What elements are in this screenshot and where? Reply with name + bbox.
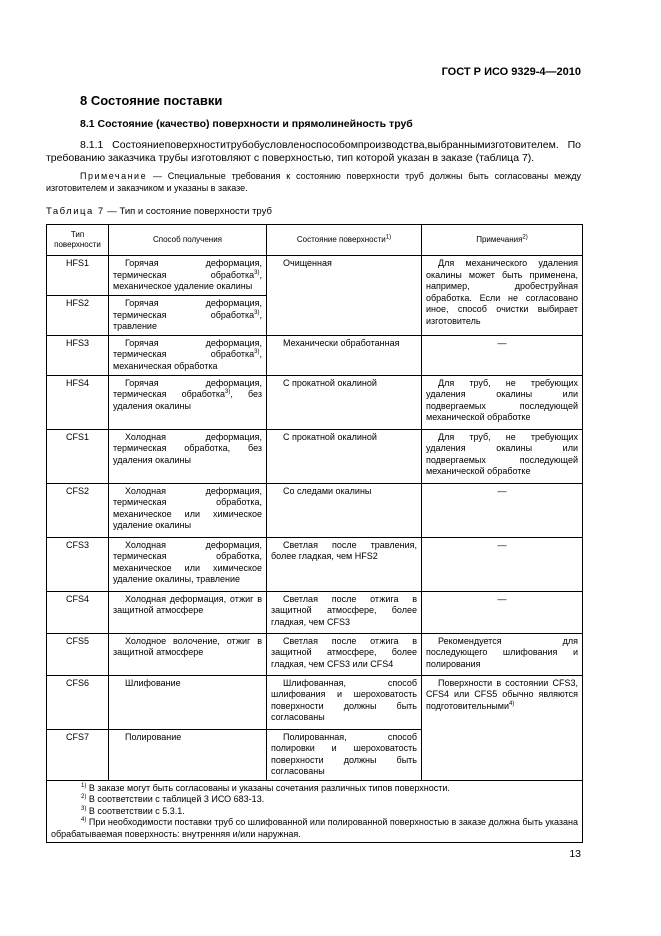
table-row: HFS4 Горячая деформация, термическая обработка$^{3)}$, без удаления окалины С прокатной окалиной Для труб, не требующих удаления окалины или подвергаемых последующей механической обработке [47,375,583,429]
hfs12-notes: Для механического удаления окалины может быть применена, например, дробеструйная обработка. Если не согласовано иное, способ очистки выбирает изготовитель [422,256,583,336]
note-text: — Специальные требования к состоянию поверхности труб должны быть согласованы между изготовителем и заказчиком и указаны в заказе. [46,171,581,193]
footnotes-row [47,780,583,843]
table-row: CFS2 Холодная деформация, термическая обработка, механическое или химическое удаление окалины Со следами окалины — [47,483,583,537]
table-row: HFS1 Горячая деформация, термическая обработка$^{3)}$, механическое удаление окалины Очищенная Для механического удаления окалины может быть применена, например, дробеструйная обработка. Если не согласовано иное, способ очистки выбирает изготовитель [47,256,583,296]
table-caption [46,206,272,217]
table-row: CFS5 Холодное волочение, отжиг в защитной атмосфере Светлая после отжига в защитной атмосфере, более гладкая, чем CFS3 или CFS4 Рекомендуется для последующего шлифования и полирования [47,633,583,675]
table-row: CFS6 Шлифование Шлифованная, способ шлифования и шероховатость поверхности должны быть согласованы Поверхности в состоянии CFS3, CFS4 или CFS5 обычно являются подготовительными$^{4)}$ [47,675,583,729]
section-title: 8 Состояние поставки [80,93,223,108]
table-row: HFS3 Горячая деформация, термическая обработка$^{3)}$, механическая обработка Механически обработанная — [47,335,583,375]
note-label: Примечание [80,171,148,181]
paragraph-8-1-1: 8.1.1 Состояниеповерхноститрубобусловленоспособомпроизводства,выбраннымизготовителем. По требованию заказчика трубы изготовляют с поверхностью, тип которой указан в заказе (таблица 7). [46,139,581,164]
table-row: CFS4 Холодная деформация, отжиг в защитной атмосфере Светлая после отжига в защитной атмосфере, более гладкая, чем CFS3 — [47,591,583,633]
table-header-row [47,225,583,256]
footnote: $^{2)}$ В соответствии с таблицей 3 ИСО 683-13. [81,794,265,804]
header-method: Способ получения [109,225,267,256]
note [46,170,581,194]
footnote: $^{4)}$ При необходимости поставки труб со шлифованной или полированной поверхностью в заказе должна быть указана обрабатываемая поверхность: внутренняя и/или наружная. [51,817,578,839]
header-notes: Примечания$^{2)}$ [422,225,583,256]
surface-table [46,224,583,843]
subsection-title: 8.1 Состояние (качество) поверхности и прямолинейность труб [80,118,413,130]
footnote: $^{1)}$ В заказе могут быть согласованы и указаны сочетания различных типов поверхности. [81,782,450,793]
hfs12-state: Очищенная [267,256,422,336]
table-row: CFS3 Холодная деформация, термическая обработка, механическое или химическое удаление окалины, травление Светлая после травления, более гладкая, чем HFS2 — [47,537,583,591]
cfs67-notes: Поверхности в состоянии CFS3, CFS4 или CFS5 обычно являются подготовительными$^{4)}$ [422,675,583,780]
header-type: Тип поверхности [47,225,109,256]
header-state: Состояние поверхности$^{1)}$ [267,225,422,256]
footnote: $^{3)}$ В соответствии с 5.3.1. [81,805,185,816]
page-number: 13 [569,848,581,860]
table-caption-text: — Тип и состояние поверхности труб [104,206,272,217]
table-row: HFS2 Горячая деформация, термическая обработка$^{3)}$, травление [47,296,583,336]
table-row: CFS1 Холодная деформация, термическая обработка, без удаления окалины С прокатной окалиной Для труб, не требующих удаления окалины или подвергаемых последующей механической обработке [47,429,583,483]
table-caption-label: Таблица 7 [46,206,105,217]
standard-designation: ГОСТ Р ИСО 9329-4—2010 [441,66,581,78]
table-row: CFS7 Полирование Полированная, способ полировки и шероховатость поверхности должны быть согласованы [47,729,583,780]
